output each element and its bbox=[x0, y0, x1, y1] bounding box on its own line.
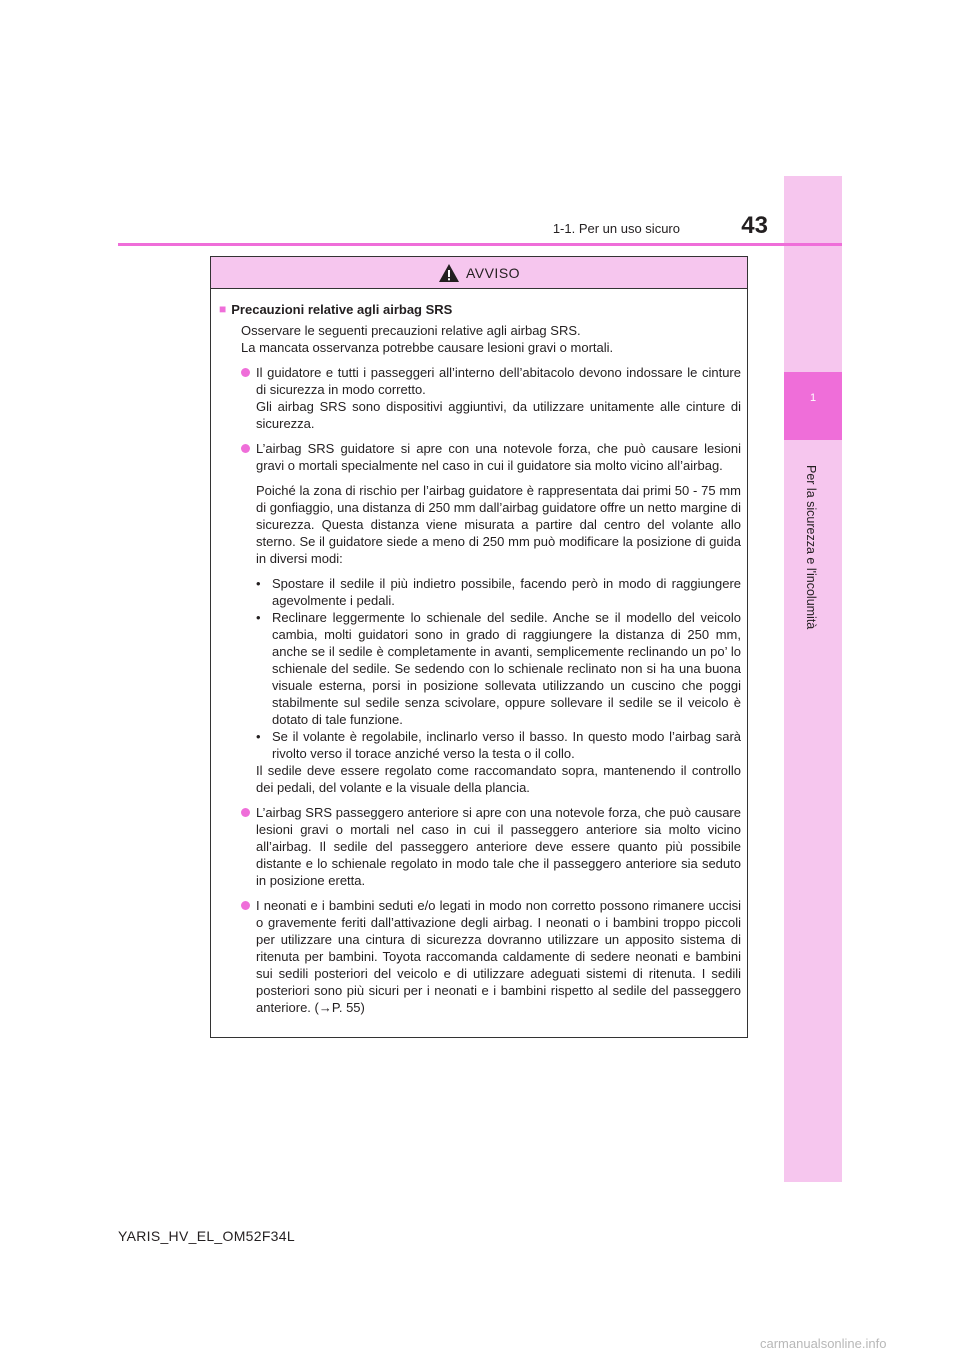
circle-bullet-icon bbox=[241, 368, 250, 377]
chapter-tab-label: Per la sicurezza e l'incolumità bbox=[804, 465, 818, 630]
list-item-text: Se il volante è regolabile, inclinarlo verso il basso. In questo modo l’airbag sarà rivolto verso il torace anziché verso la testa o il collo. bbox=[272, 729, 741, 761]
list-marker: • bbox=[256, 729, 261, 744]
bullet-text-secondary: Gli airbag SRS sono dispositivi aggiuntivi, da utilizzare unitamente alle cinture di sicurezza. bbox=[256, 399, 741, 431]
warning-body bbox=[211, 289, 747, 1016]
footer-model-code: YARIS_HV_EL_OM52F34L bbox=[118, 1228, 295, 1244]
seat-adjustment-closing: Il sedile deve essere regolato come raccomandato sopra, mantenendo il controllo dei pedali, del volante e la visuale della plancia. bbox=[256, 763, 741, 795]
bullet-item-passenger-airbag bbox=[241, 804, 741, 889]
precautions-heading bbox=[219, 301, 741, 318]
bullet-text: I neonati e i bambini seduti e/o legati in modo non corretto possono rimanere uccisi o gravemente feriti dall’attivazione degli airbag. I neonati o i bambini troppo piccoli per utilizzare una cintura di sicurezza dovranno utilizzare un apposito sistema di ritenuta per bambini. Toyota raccomanda caldamente di sedere neonati e bambini sui sedili posteriori del veicolo e di utilizzare adeguati sistemi di ritenuta. I sedili posteriori sono più sicuri per i neonati e i bambini rispetto al sedile del passeggero anteriore. (→P. 55) bbox=[256, 898, 741, 1015]
precautions-heading-text: Precauzioni relative agli airbag SRS bbox=[231, 302, 453, 317]
header-section-title: 1-1. Per un uso sicuro bbox=[552, 221, 680, 236]
header-rule bbox=[118, 243, 842, 246]
page-number: 43 bbox=[741, 212, 768, 239]
list-item bbox=[256, 609, 741, 728]
bullet-text: L’airbag SRS guidatore si apre con una notevole forza, che può causare lesioni gravi o mortali specialmente nel caso in cui il guidatore sia molto vicino all’airbag. bbox=[256, 441, 741, 473]
list-marker: • bbox=[256, 610, 261, 625]
list-marker: • bbox=[256, 576, 261, 591]
watermark: carmanualsonline.info bbox=[760, 1336, 887, 1351]
list-item bbox=[256, 728, 741, 762]
bullet-item-children bbox=[241, 897, 741, 1016]
intro-line-2: La mancata osservanza potrebbe causare lesioni gravi o mortali. bbox=[241, 340, 614, 355]
warning-triangle-icon bbox=[438, 263, 460, 283]
list-item-text: Spostare il sedile il più indietro possibile, facendo però in modo di raggiungere agevolmente i pedali. bbox=[272, 576, 741, 608]
driver-distance-paragraph: Poiché la zona di rischio per l’airbag guidatore è rappresentata dai primi 50 - 75 mm di gonfiaggio, una distanza di 250 mm dall’airbag guidatore offre un netto margine di sicurezza. Questa distanza viene misurata a partire dal centro del volante allo sterno. Se il guidatore siede a meno di 250 mm può modificare la posizione di guida in diversi modi: bbox=[256, 483, 741, 566]
square-bullet-icon: ■ bbox=[219, 302, 227, 316]
list-item bbox=[256, 575, 741, 609]
bullet-text: Il guidatore e tutti i passeggeri all’interno dell’abitacolo devono indossare le cinture di sicurezza in modo corretto. bbox=[256, 365, 741, 397]
warning-title: AVVISO bbox=[465, 264, 521, 281]
warning-header bbox=[211, 257, 747, 289]
bullet-text: L’airbag SRS passeggero anteriore si apre con una notevole forza, che può causare lesioni gravi o mortali nel caso in cui il passeggero anteriore sia molto vicino all’airbag. Il sedile del passeggero anteriore deve essere quanto più possibile distante e lo schienale regolato in modo tale che il passeggero anteriore sia seduto in posizione eretta. bbox=[256, 805, 741, 888]
side-band bbox=[784, 176, 842, 1182]
circle-bullet-icon bbox=[241, 444, 250, 453]
circle-bullet-icon bbox=[241, 808, 250, 817]
chapter-tab bbox=[784, 372, 842, 440]
warning-box bbox=[210, 256, 748, 1038]
intro-line-1: Osservare le seguenti precauzioni relative agli airbag SRS. bbox=[241, 323, 581, 338]
chapter-tab-number: 1 bbox=[809, 392, 817, 404]
circle-bullet-icon bbox=[241, 901, 250, 910]
bullet-item-driver-airbag bbox=[241, 440, 741, 796]
bullet-item-seatbelts bbox=[241, 364, 741, 432]
list-item-text: Reclinare leggermente lo schienale del sedile. Anche se il modello del veicolo cambia, molti guidatori sono in grado di raggiungere la distanza di 250 mm, anche se il sedile è completamente in avanti, semplicemente reclinando un po’ lo schienale del sedile. Se sedendo con lo schienale reclinato non si ha una buona visuale esterna, porsi in posizione sollevata utilizzando un cuscino che poggi stabilmente sul sedile senza scivolare, oppure sollevare il sedile se il veicolo è dotato di tale funzione. bbox=[272, 610, 741, 727]
